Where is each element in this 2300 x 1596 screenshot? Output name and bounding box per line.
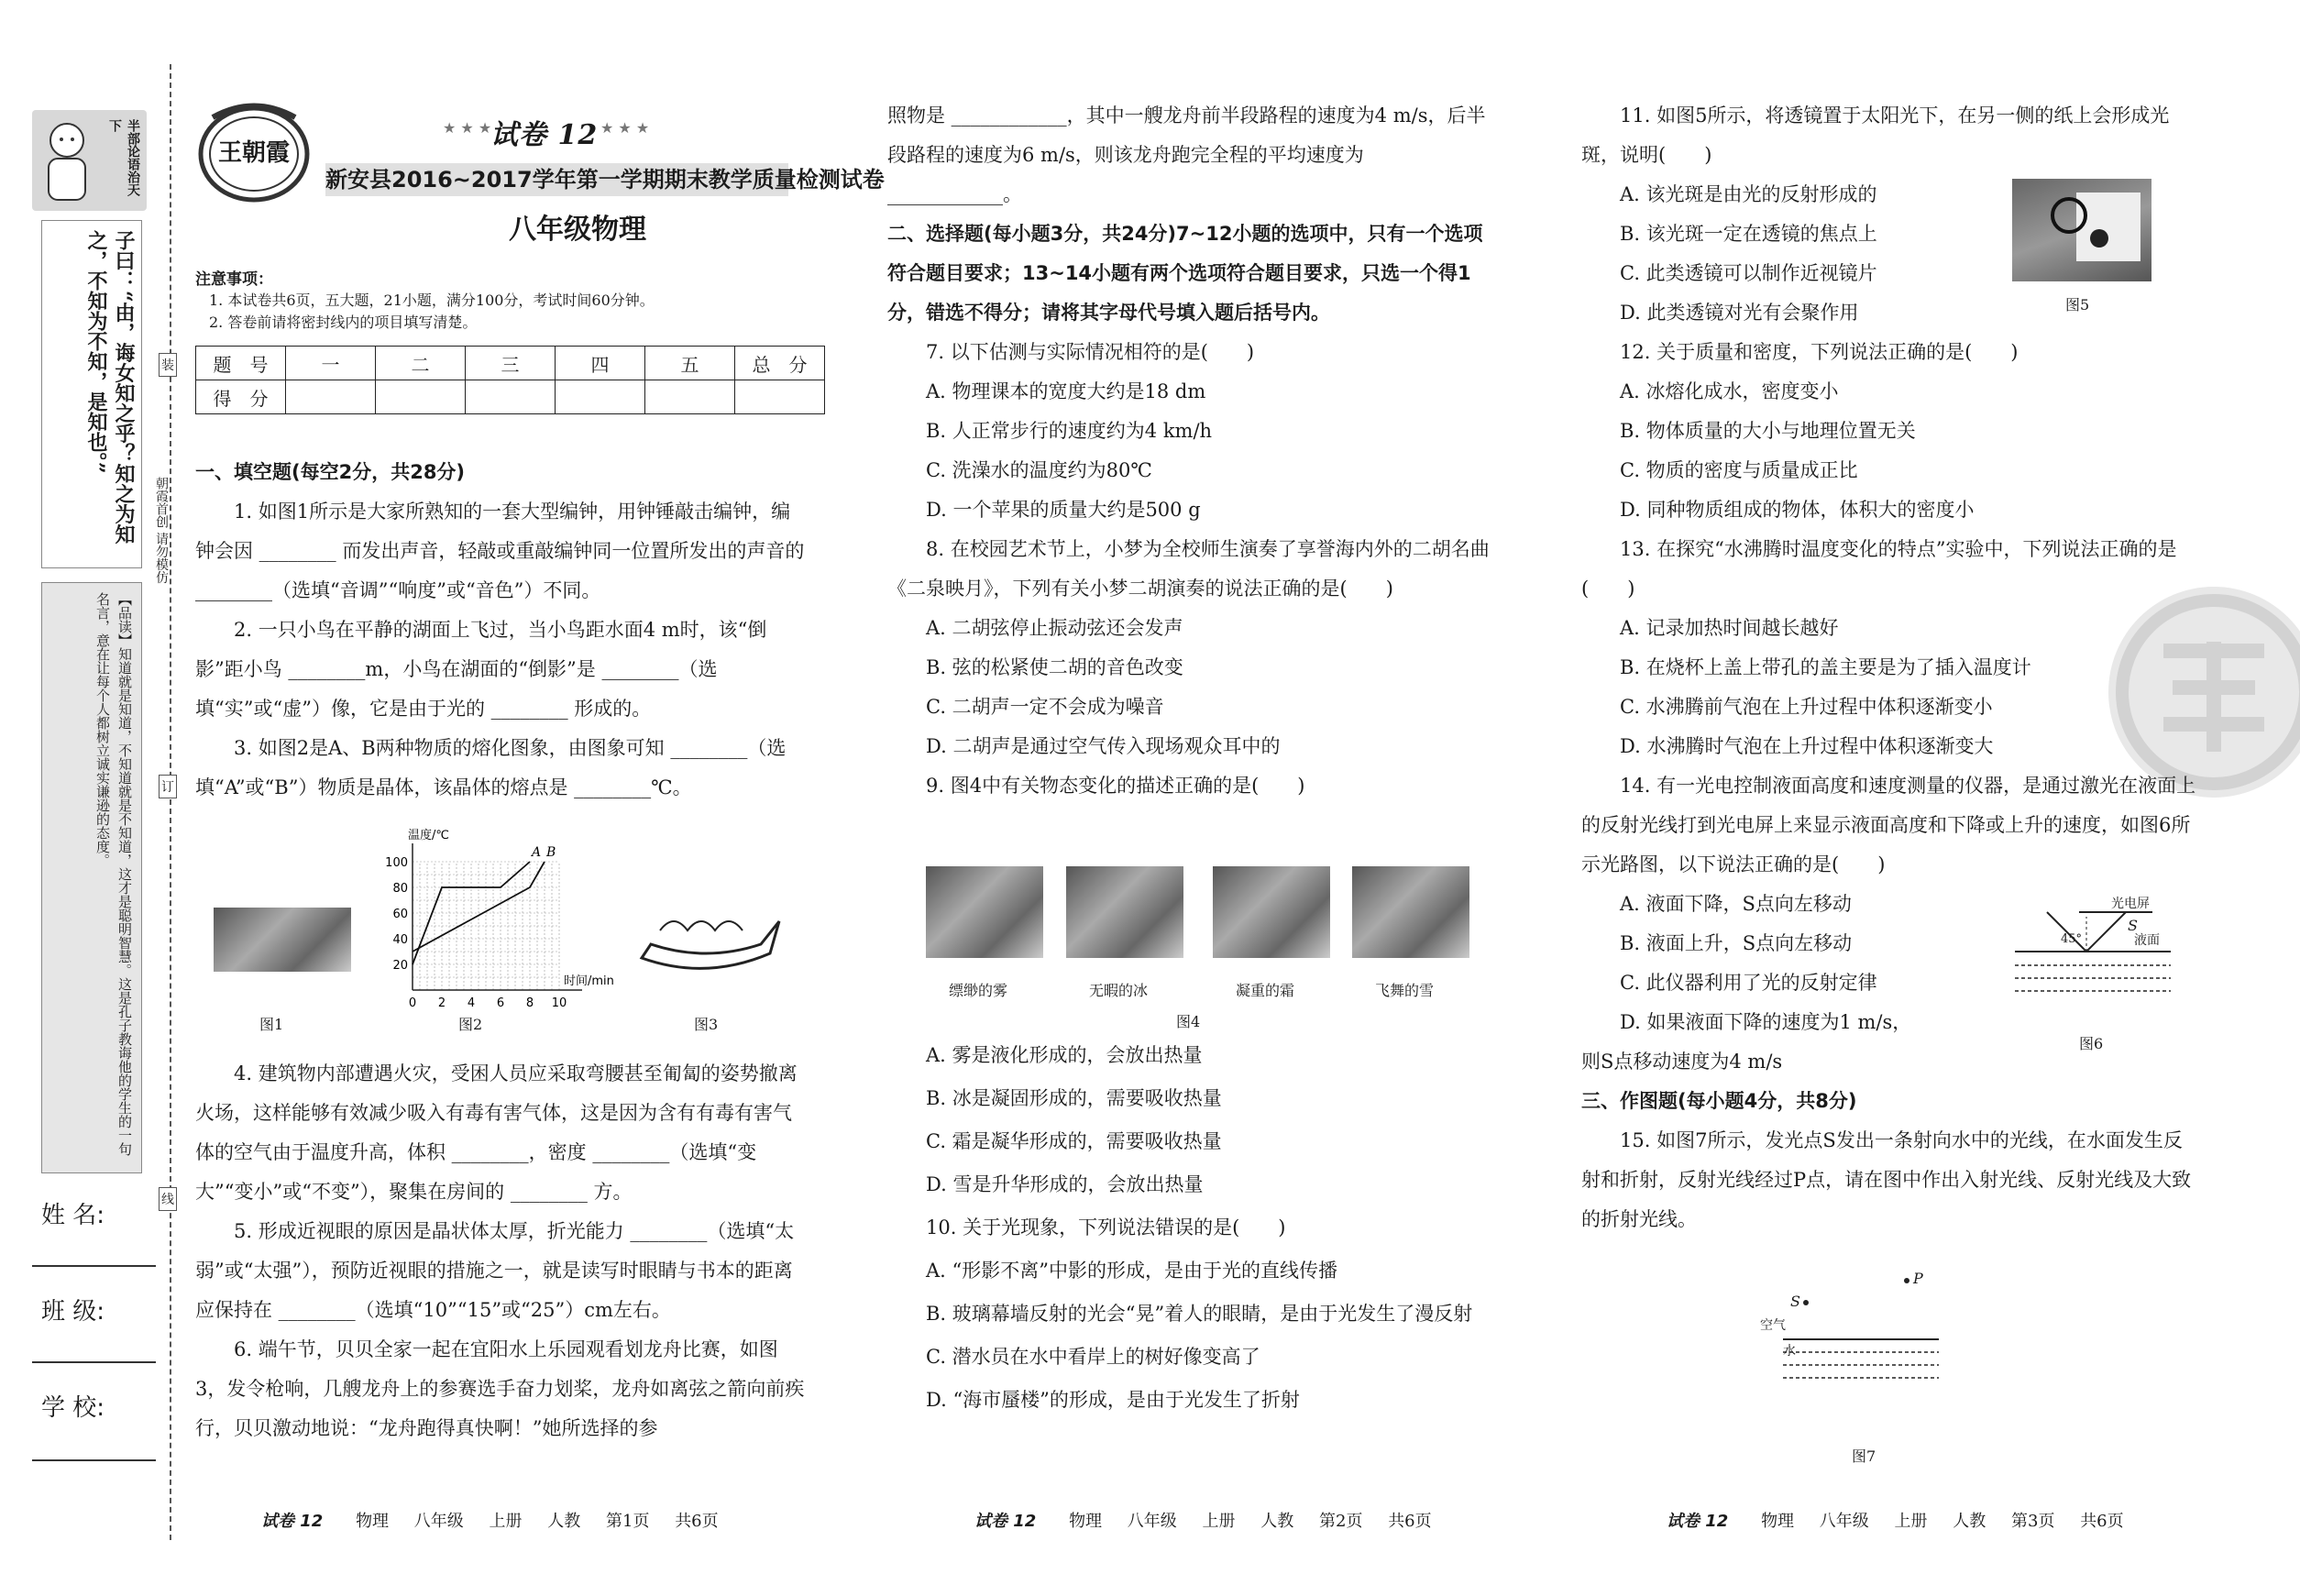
figure-1-caption: 图1 xyxy=(259,1016,284,1033)
section-1-heading: 一、填空题(每空2分，共28分) xyxy=(195,461,466,483)
chart-series-label: A xyxy=(532,845,542,860)
class-label: 班 级: xyxy=(41,1298,105,1326)
question-11-option: A. 该光斑是由光的反射形成的 xyxy=(1620,183,1877,205)
question-7-option: C. 洗澡水的温度约为80℃ xyxy=(926,459,1152,481)
question-9-option: C. 霜是凝华形成的，需要吸收热量 xyxy=(926,1130,1222,1152)
brand-logo xyxy=(194,99,314,204)
binding-line xyxy=(170,64,171,1540)
score-table-score-row xyxy=(196,380,825,414)
footer-page: 第1页 xyxy=(606,1512,650,1531)
chart-y-tick-label: 100 xyxy=(385,856,408,870)
question-10-option: D. “海市蜃楼”的形成，是由于光发生了折射 xyxy=(926,1389,1300,1411)
question-12-option: A. 冰熔化成水，密度变小 xyxy=(1620,380,1839,402)
figure-7-diagram xyxy=(1755,1270,1957,1389)
question-12-option: D. 同种物质组成的物体，体积大的密度小 xyxy=(1620,499,1975,521)
question-12-option: C. 物质的密度与质量成正比 xyxy=(1620,459,1858,481)
question-14-option: A. 液面下降，S点向左移动 xyxy=(1620,893,1852,915)
score-header-cell: 题 号 xyxy=(196,347,286,380)
figure-7-water-label: 水 xyxy=(1783,1344,1796,1359)
footer-edition: 人教 xyxy=(547,1512,581,1531)
chart-series-label: B xyxy=(546,845,556,860)
figure-4-label: 缥缈的雾 xyxy=(949,982,1008,999)
cut-mark-3: 线 xyxy=(159,1187,177,1211)
question-13-option: A. 记录加热时间越长越好 xyxy=(1620,617,1839,639)
chart-x-tick-label: 6 xyxy=(496,996,505,1010)
footer-volume: 上册 xyxy=(1202,1512,1236,1531)
question-10-option: A. “形影不离”中影的形成，是由于光的直线传播 xyxy=(926,1260,1337,1282)
footer-volume: 上册 xyxy=(489,1512,523,1531)
figure-7-s-label: S xyxy=(1790,1293,1800,1310)
score-input-cell[interactable] xyxy=(645,380,735,414)
question-11-option: B. 该光斑一定在透镜的焦点上 xyxy=(1620,223,1877,245)
question-15: 15. 如图7所示，发光点S发出一条射向水中的光线，在水面发生反射和折射，反射光线经过P点，请在图中作出入射光线、反射光线及大致的折射光线。 xyxy=(1581,1129,2192,1230)
footer-paper-no: 试卷 12 xyxy=(261,1512,324,1531)
figure-6-screen-label: 光电屏 xyxy=(2111,897,2150,911)
class-field[interactable] xyxy=(32,1361,156,1363)
score-header-cell: 三 xyxy=(466,347,556,380)
question-7-option: D. 一个苹果的质量大约是500 g xyxy=(926,499,1201,521)
question-6: 6. 端午节，贝贝全家一起在宜阳水上乐园观看划龙舟比赛，如图3，发令枪响，几艘龙舟上的参赛选手奋力划桨，龙舟如离弦之箭向前疾行，贝贝激动地说：“龙舟跑得真快啊！”她所选择的参 xyxy=(195,1338,805,1439)
page2-column-lower xyxy=(887,1034,1502,1422)
score-row-label: 得 分 xyxy=(196,380,286,414)
question-1: 1. 如图1所示是大家所熟知的一套大型编钟，用钟锤敲击编钟，编钟会因 ________ 而发出声音，轻敲或重敲编钟同一位置所发出的声音的 ________（选填“音调”“响度”或“音色”）不同。 xyxy=(195,501,805,601)
question-7: 7. 以下估测与实际情况相符的是( ) xyxy=(926,341,1255,363)
chart-x-tick-label: 10 xyxy=(551,996,567,1010)
question-13: 13. 在探究“水沸腾时温度变化的特点”实验中，下列说法正确的是( ) xyxy=(1581,538,2177,600)
figure-4-fog-image xyxy=(926,866,1043,958)
question-14-option: D. 如果液面下降的速度为1 m/s， xyxy=(1620,1011,1912,1033)
question-14-option: B. 液面上升，S点向左移动 xyxy=(1620,932,1853,954)
paper-number: 试卷 12 xyxy=(490,119,599,151)
school-label: 学 校: xyxy=(41,1394,105,1422)
question-8-option: B. 弦的松紧使二胡的音色改变 xyxy=(926,656,1183,678)
footer-grade: 八年级 xyxy=(1127,1512,1177,1531)
footer-grade: 八年级 xyxy=(1819,1512,1869,1531)
question-12: 12. 关于质量和密度，下列说法正确的是( ) xyxy=(1620,341,2019,363)
question-12-option: B. 物体质量的大小与地理位置无关 xyxy=(1620,420,1916,442)
confucius-illustration xyxy=(39,117,94,204)
question-7-option: B. 人正常步行的速度约为4 km/h xyxy=(926,420,1213,442)
sidebar-banner-text: 半部论语治天下 xyxy=(107,119,140,196)
question-11-option: C. 此类透镜可以制作近视镜片 xyxy=(1620,262,1877,284)
footer-total: 共6页 xyxy=(1388,1512,1432,1531)
figure-6-liquid-label: 液面 xyxy=(2134,933,2160,948)
question-9-option: A. 雾是液化形成的，会放出热量 xyxy=(926,1044,1203,1066)
question-10-option: C. 潜水员在水中看岸上的树好像变高了 xyxy=(926,1346,1260,1368)
question-9: 9. 图4中有关物态变化的描述正确的是( ) xyxy=(926,775,1305,797)
chart-y-tick-label: 80 xyxy=(392,882,408,896)
melting-chart xyxy=(385,820,628,1013)
footer-page: 第3页 xyxy=(2011,1512,2055,1531)
question-10-option: B. 玻璃幕墙反射的光会“晃”着人的眼睛，是由于光发生了漫反射 xyxy=(926,1303,1473,1325)
figure-7-caption: 图7 xyxy=(1852,1447,1876,1465)
score-input-cell[interactable] xyxy=(286,380,376,414)
title-stars-left: ★ ★ ★ xyxy=(443,119,492,137)
figure-4-label: 飞舞的雪 xyxy=(1375,982,1435,999)
figure-4-caption: 图4 xyxy=(1176,1013,1201,1030)
figure-4-label: 凝重的霜 xyxy=(1236,982,1295,999)
question-14: 14. 有一光电控制液面高度和速度测量的仪器，是通过激光在液面上的反射光线打到光电屏上来显示液面高度和下降或上升的速度，如图6所示光路图，以下说法正确的是( ) xyxy=(1581,775,2196,875)
question-14-tail: 则S点移动速度为4 m/s xyxy=(1581,1051,1783,1073)
score-header-cell: 总 分 xyxy=(735,347,825,380)
notes-item-1: 1. 本试卷共6页，五大题，21小题，满分100分，考试时间60分钟。 xyxy=(209,292,655,309)
figure-6-angle-label: 45° xyxy=(2061,932,2083,946)
notes-title: 注意事项： xyxy=(195,270,273,289)
section-3-heading: 三、作图题(每小题4分，共8分) xyxy=(1581,1090,1857,1112)
score-table-header-row xyxy=(196,347,825,380)
figure-6-caption: 图6 xyxy=(2079,1035,2104,1052)
name-field[interactable] xyxy=(32,1265,156,1267)
exam-title: 新安县2016~2017学年第一学期期末教学质量检测试卷 xyxy=(325,163,788,196)
question-13-option: D. 水沸腾时气泡在上升过程中体积逐渐变大 xyxy=(1620,735,1994,757)
question-10: 10. 关于光现象，下列说法错误的是( ) xyxy=(926,1216,1286,1238)
page2-column xyxy=(887,96,1502,806)
score-header-cell: 五 xyxy=(645,347,735,380)
score-input-cell[interactable] xyxy=(466,380,556,414)
footer-edition: 人教 xyxy=(1953,1512,1986,1531)
page1-footer xyxy=(261,1508,739,1532)
figure-4-snow-image xyxy=(1352,866,1469,958)
chart-x-axis-label: 时间/min xyxy=(564,974,614,988)
question-3: 3. 如图2是A、B两种物质的熔化图象，由图象可知 ________（选填“A”或“B”）物质是晶体，该晶体的熔点是 ________℃。 xyxy=(195,737,787,798)
footer-subject: 物理 xyxy=(1761,1512,1795,1531)
footer-page: 第2页 xyxy=(1319,1512,1363,1531)
question-9-option: D. 雪是升华形成的，会放出热量 xyxy=(926,1173,1204,1195)
figure-3-caption: 图3 xyxy=(694,1016,719,1033)
notes-item-2: 2. 答卷前请将密封线内的项目填写清楚。 xyxy=(209,314,478,331)
figure-6-diagram xyxy=(2006,894,2175,1031)
footer-subject: 物理 xyxy=(1069,1512,1103,1531)
question-8-option: A. 二胡弦停止振动弦还会发声 xyxy=(926,617,1183,639)
question-8-option: C. 二胡声一定不会成为噪音 xyxy=(926,696,1164,718)
brand-logo-text: 王朝霞 xyxy=(217,139,290,167)
question-11-option: D. 此类透镜对光有会聚作用 xyxy=(1620,302,1859,324)
chart-y-tick-label: 20 xyxy=(392,959,408,973)
figure-1-bells-image xyxy=(214,908,351,972)
question-7-option: A. 物理课本的宽度大约是18 dm xyxy=(926,380,1206,402)
question-13-option: C. 水沸腾前气泡在上升过程中体积逐渐变小 xyxy=(1620,696,1993,718)
figure-5-caption: 图5 xyxy=(2065,296,2090,314)
chart-y-tick-label: 60 xyxy=(392,908,408,921)
question-13-option: B. 在烧杯上盖上带孔的盖主要是为了插入温度计 xyxy=(1620,656,2031,678)
school-field[interactable] xyxy=(32,1459,156,1461)
footer-total: 共6页 xyxy=(2080,1512,2124,1531)
figure-4-ice-image xyxy=(1066,866,1183,958)
sidebar-quote: 子曰：“由，诲女知之乎？知之为知之，不知为不知，是知也。” xyxy=(41,220,142,568)
footer-total: 共6页 xyxy=(675,1512,719,1531)
score-input-cell[interactable] xyxy=(376,380,466,414)
figure-4-label: 无暇的冰 xyxy=(1089,982,1149,999)
sidebar-banner xyxy=(32,110,147,211)
name-label: 姓 名: xyxy=(41,1202,105,1229)
question-6-continued: 照物是 ____________，其中一艘龙舟前半段路程的速度为4 m/s，后半段路程的速度为6 m/s，则该龙舟跑完全程的平均速度为 ____________。 xyxy=(887,105,1486,205)
page1-column-lower xyxy=(195,1054,808,1448)
footer-grade: 八年级 xyxy=(413,1512,464,1531)
question-8: 8. 在校园艺术节上，小梦为全校师生演奏了享誉海内外的二胡名曲《二泉映月》，下列有关小梦二胡演奏的说法正确的是( ) xyxy=(887,538,1490,600)
figure-5-lens-image xyxy=(2012,179,2151,281)
score-header-cell: 一 xyxy=(286,347,376,380)
score-input-cell[interactable] xyxy=(735,380,825,414)
chart-x-tick-label: 4 xyxy=(467,996,476,1010)
sidebar xyxy=(32,110,147,1164)
chart-x-tick-label: 2 xyxy=(437,996,446,1010)
score-input-cell[interactable] xyxy=(556,380,645,414)
question-8-option: D. 二胡声是通过空气传入现场观众耳中的 xyxy=(926,735,1281,757)
score-header-cell: 四 xyxy=(556,347,645,380)
title-stars-right: ★ ★ ★ xyxy=(600,119,650,137)
seal-line-text: 朝霞首创 请勿模仿 xyxy=(154,477,169,584)
footer-paper-no: 试卷 12 xyxy=(974,1512,1037,1531)
figure-6-s-label: S xyxy=(2128,917,2138,934)
footer-paper-no: 试卷 12 xyxy=(1667,1512,1729,1531)
score-header-cell: 二 xyxy=(376,347,466,380)
question-11: 11. 如图5所示，将透镜置于太阳光下，在另一侧的纸上会形成光斑，说明( ) xyxy=(1581,105,2170,166)
sidebar-reading: 【品读】知道就是知道，不知道就是不知道，这才是聪明智慧。这是孔子教诲他的学生的一句名言，意在让每个人都树立诚实谦逊的态度。 xyxy=(41,582,142,1173)
page3-footer xyxy=(1667,1508,2144,1532)
footer-edition: 人教 xyxy=(1260,1512,1294,1531)
chart-x-tick-label: 8 xyxy=(525,996,534,1010)
page2-footer xyxy=(974,1508,1452,1532)
question-14-option: C. 此仪器利用了光的反射定律 xyxy=(1620,972,1877,994)
cut-mark-1: 装 xyxy=(159,353,177,377)
footer-subject: 物理 xyxy=(356,1512,390,1531)
figure-7-air-label: 空气 xyxy=(1760,1318,1786,1333)
question-2: 2. 一只小鸟在平静的湖面上飞过，当小鸟距水面4 m时，该“倒影”距小鸟 ________m，小鸟在湖面的“倒影”是 ________（选填“实”或“虚”）像，它是由于光的 ________ 形成的。 xyxy=(195,619,767,720)
chart-y-axis-label: 温度/℃ xyxy=(408,829,449,842)
question-9-option: B. 冰是凝固形成的，需要吸收热量 xyxy=(926,1087,1222,1109)
footer-volume: 上册 xyxy=(1894,1512,1928,1531)
section-2-heading: 二、选择题(每小题3分，共24分)7~12小题的选项中，只有一个选项符合题目要求；13~14小题有两个选项符合题目要求，只选一个得1分，错选不得分；请将其字母代号填入题后括号内。 xyxy=(887,223,1483,324)
figure-3-dragon-boat-image xyxy=(633,894,788,985)
subject-title: 八年级物理 xyxy=(509,214,646,246)
score-table xyxy=(195,346,825,414)
figure-4-frost-image xyxy=(1213,866,1330,958)
chart-y-tick-label: 40 xyxy=(392,933,408,947)
chart-x-tick-label: 0 xyxy=(408,996,417,1010)
cut-mark-2: 订 xyxy=(159,775,177,798)
page1-column xyxy=(195,452,808,808)
figure-7-p-label: P xyxy=(1913,1270,1923,1287)
figure-2-caption: 图2 xyxy=(458,1016,483,1033)
question-4: 4. 建筑物内部遭遇火灾，受困人员应采取弯腰甚至匍匐的姿势撤离火场，这样能够有效减少吸入有毒有害气体，这是因为含有有毒有害气体的空气由于温度升高，体积 ________，密度 ________（选填“变大”“变小”或“不变”），聚集在房间的 ________ 方。 xyxy=(195,1062,798,1203)
question-5: 5. 形成近视眼的原因是晶状体太厚，折光能力 ________（选填“太弱”或“太强”），预防近视眼的措施之一，就是读写时眼睛与书本的距离应保持在 ________（选填“10”“15”或“25”）cm左右。 xyxy=(195,1220,795,1321)
